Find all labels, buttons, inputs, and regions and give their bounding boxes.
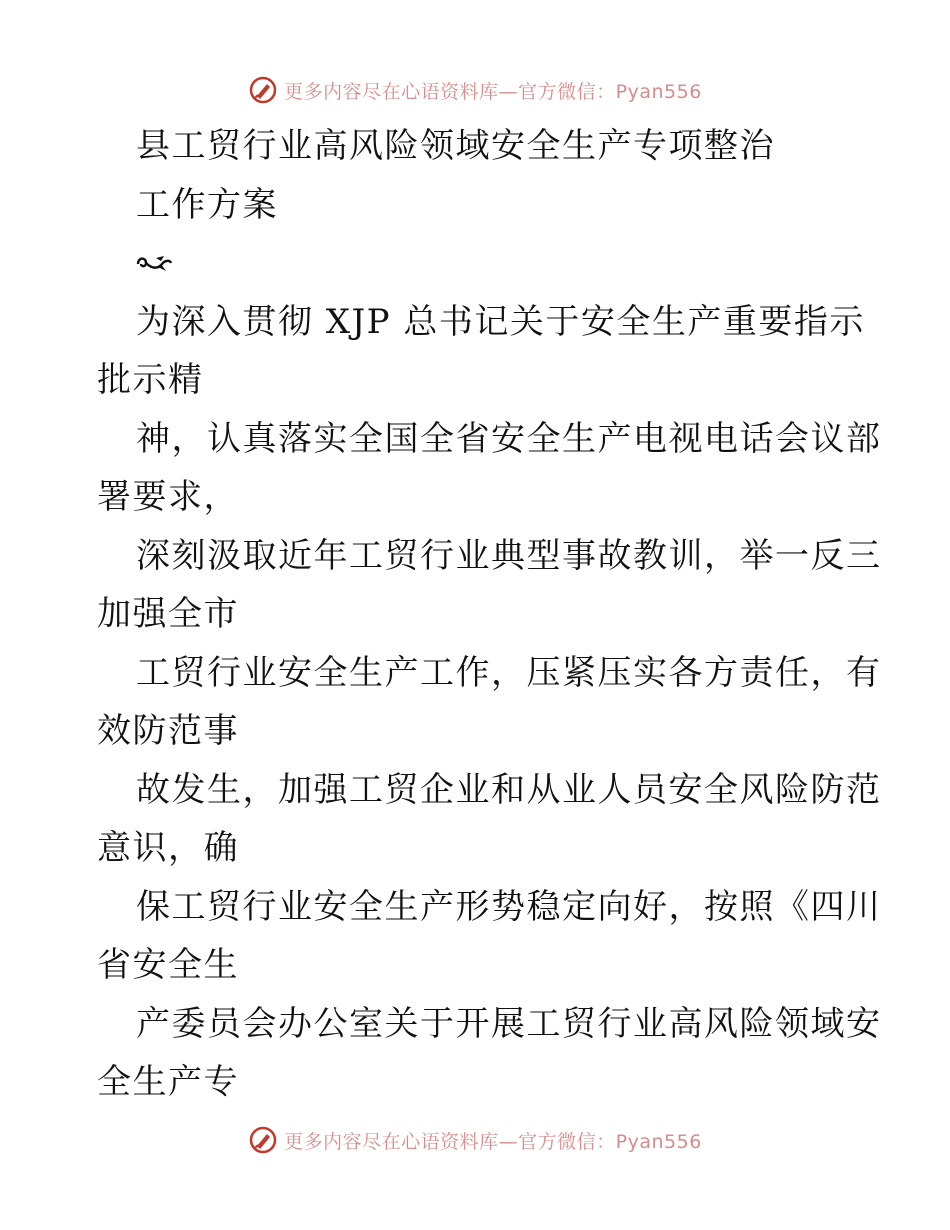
body-line: 省安全生	[97, 945, 239, 985]
body-line: 意识，确	[97, 828, 239, 868]
body-line: 工贸行业安全生产工作，压紧压实各方责任，有	[136, 653, 882, 693]
header-watermark	[0, 70, 950, 110]
body-line: 署要求，	[97, 477, 239, 517]
body-line: 加强全市	[97, 594, 239, 634]
fleuron-ornament-icon	[134, 252, 174, 274]
body-line: 全生产专	[97, 1062, 239, 1102]
pen-nib-logo-icon	[248, 75, 278, 105]
document-title-line-1: 县工贸行业高风险领域安全生产专项整治	[136, 126, 775, 166]
body-line: 深刻汲取近年工贸行业典型事故教训，举一反三	[136, 536, 882, 576]
body-line: 效防范事	[97, 711, 239, 751]
footer-watermark	[0, 1120, 950, 1160]
body-line: 产委员会办公室关于开展工贸行业高风险领域安	[136, 1004, 882, 1044]
watermark-text: 更多内容尽在心语资料库—官方微信：Pyan556	[284, 1130, 702, 1153]
watermark-text: 更多内容尽在心语资料库—官方微信：Pyan556	[284, 80, 702, 103]
body-line: 为深入贯彻 XJP 总书记关于安全生产重要指示	[136, 302, 865, 342]
document-title-line-2: 工作方案	[136, 185, 278, 225]
pen-nib-logo-icon	[248, 1125, 278, 1155]
body-line: 故发生，加强工贸企业和从业人员安全风险防范	[136, 770, 882, 810]
body-line: 神，认真落实全国全省安全生产电视电话会议部	[136, 419, 882, 459]
body-line: 批示精	[97, 360, 204, 400]
body-line: 保工贸行业安全生产形势稳定向好，按照《四川	[136, 887, 882, 927]
